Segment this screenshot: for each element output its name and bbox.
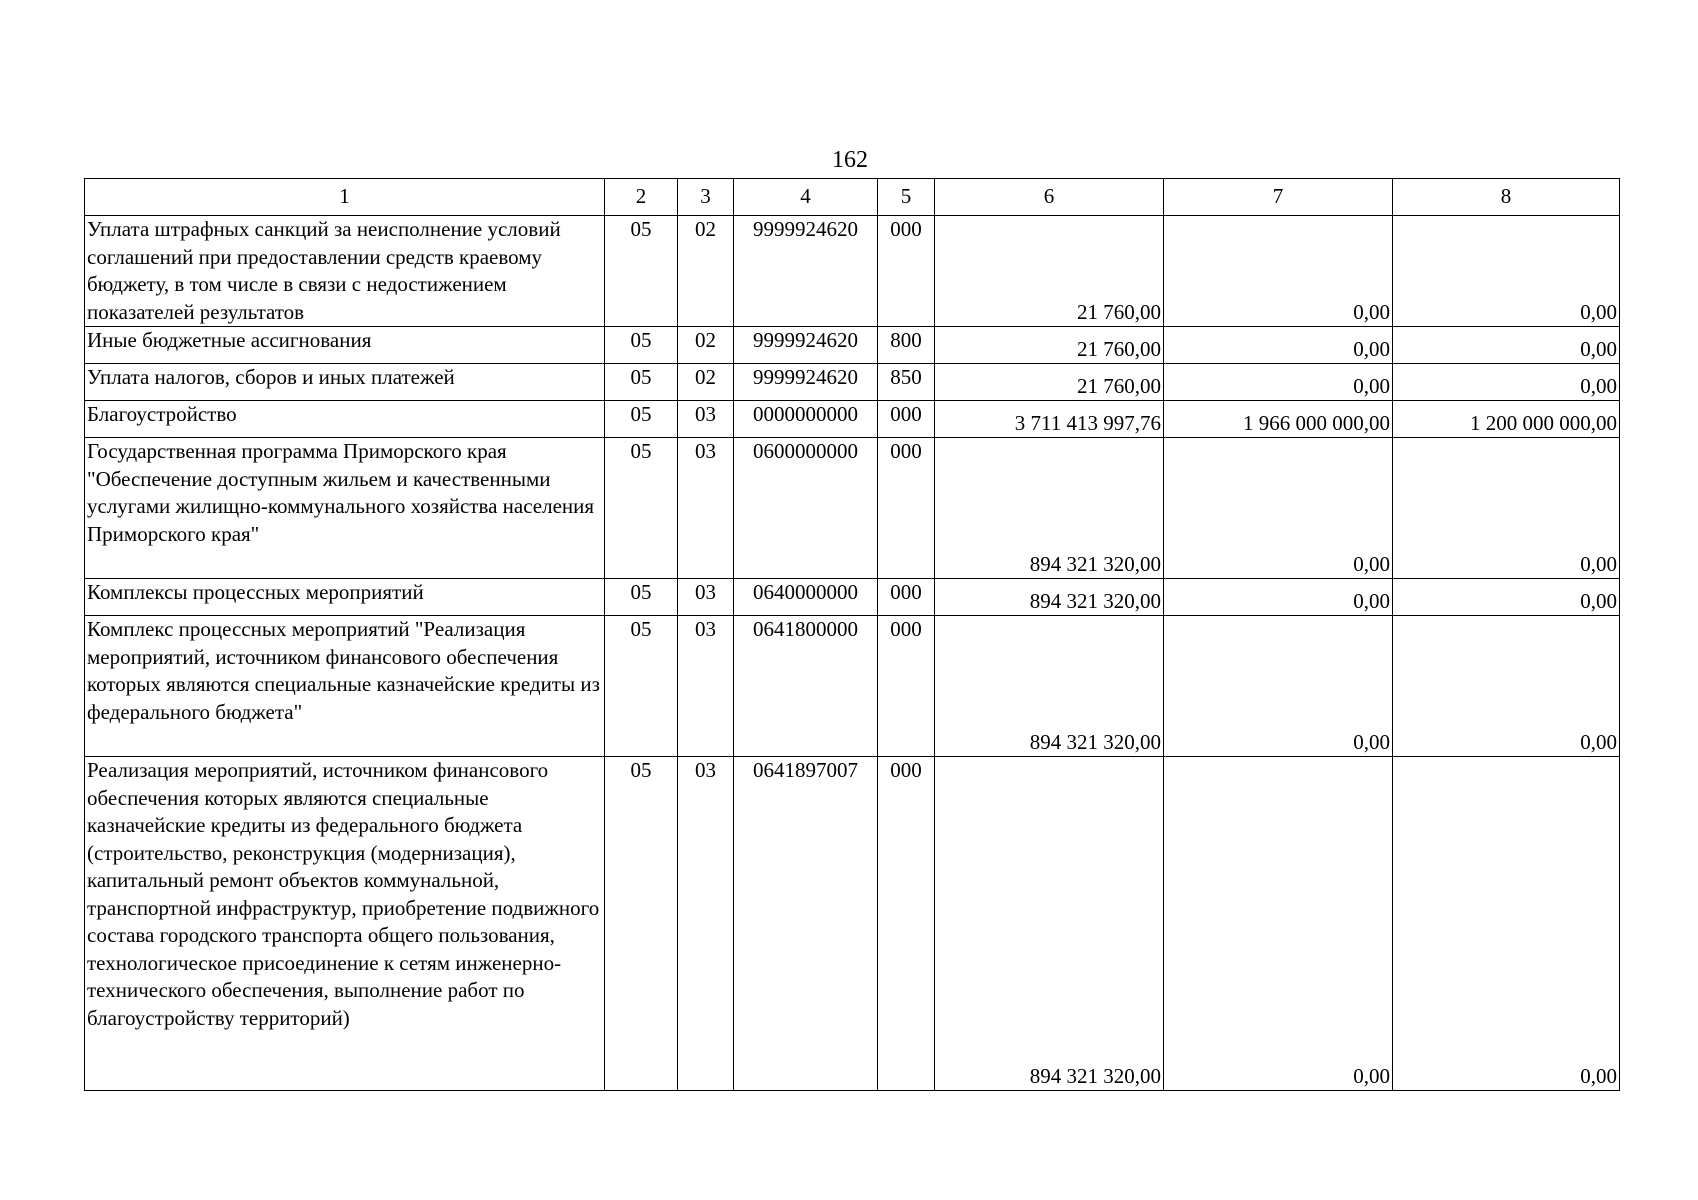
row-csr: 9999924620	[734, 364, 878, 401]
header-cell: 6	[935, 179, 1164, 216]
row-sum-7: 1 966 000 000,00	[1164, 401, 1393, 438]
table-row	[85, 579, 1620, 616]
row-sum-8: 0,00	[1393, 364, 1620, 401]
row-rz: 05	[605, 438, 678, 579]
row-sum-7: 0,00	[1164, 327, 1393, 364]
row-pr: 02	[678, 216, 734, 327]
row-rz: 05	[605, 616, 678, 757]
table-row	[85, 327, 1620, 364]
row-sum-7: 0,00	[1164, 216, 1393, 327]
row-rz: 05	[605, 364, 678, 401]
row-vr: 850	[878, 364, 935, 401]
table-row	[85, 438, 1620, 579]
row-sum-6: 21 760,00	[935, 216, 1164, 327]
row-csr: 9999924620	[734, 327, 878, 364]
row-pr: 02	[678, 364, 734, 401]
table-row	[85, 364, 1620, 401]
row-pr: 02	[678, 327, 734, 364]
row-sum-8: 1 200 000 000,00	[1393, 401, 1620, 438]
row-csr: 0640000000	[734, 579, 878, 616]
row-rz: 05	[605, 327, 678, 364]
row-sum-6: 894 321 320,00	[935, 579, 1164, 616]
row-vr: 000	[878, 216, 935, 327]
row-sum-7: 0,00	[1164, 579, 1393, 616]
row-sum-6: 894 321 320,00	[935, 438, 1164, 579]
row-sum-7: 0,00	[1164, 438, 1393, 579]
page-number: 162	[832, 147, 868, 173]
row-vr: 000	[878, 579, 935, 616]
row-sum-6: 3 711 413 997,76	[935, 401, 1164, 438]
header-cell: 8	[1393, 179, 1620, 216]
header-cell: 7	[1164, 179, 1393, 216]
header-cell: 1	[85, 179, 605, 216]
row-vr: 000	[878, 438, 935, 579]
row-name: Иные бюджетные ассигнования	[85, 327, 605, 364]
row-sum-7: 0,00	[1164, 757, 1393, 1091]
row-pr: 03	[678, 616, 734, 757]
row-pr: 03	[678, 401, 734, 438]
table-row	[85, 401, 1620, 438]
row-sum-6: 894 321 320,00	[935, 616, 1164, 757]
row-vr: 000	[878, 616, 935, 757]
row-rz: 05	[605, 757, 678, 1091]
row-pr: 03	[678, 757, 734, 1091]
row-vr: 800	[878, 327, 935, 364]
row-sum-8: 0,00	[1393, 438, 1620, 579]
row-pr: 03	[678, 438, 734, 579]
row-vr: 000	[878, 757, 935, 1091]
row-name: Государственная программа Приморского края "Обеспечение доступным жильем и качественными услугами жилищно-коммунального хозяйства населения Приморского края"	[85, 438, 605, 579]
row-sum-6: 21 760,00	[935, 364, 1164, 401]
header-cell: 4	[734, 179, 878, 216]
row-name: Реализация мероприятий, источником финансового обеспечения которых являются специальные казначейские кредиты из федерального бюджета (строительство, реконструкция (модернизация), капитальный ремонт объектов коммунальной, транспортной инфраструктур, приобретение подвижного состава городского транспорта общего пользования, технологическое присоединение к сетям инженерно-технического обеспечения, выполнение работ по благоустройству территорий)	[85, 757, 605, 1091]
row-sum-8: 0,00	[1393, 216, 1620, 327]
row-csr: 0000000000	[734, 401, 878, 438]
row-sum-8: 0,00	[1393, 327, 1620, 364]
row-name: Комплекс процессных мероприятий "Реализация мероприятий, источником финансового обеспечения которых являются специальные казначейские кредиты из федерального бюджета"	[85, 616, 605, 757]
table-header-row	[85, 179, 1620, 216]
row-sum-8: 0,00	[1393, 757, 1620, 1091]
table-row	[85, 216, 1620, 327]
table-row	[85, 757, 1620, 1091]
row-csr: 0600000000	[734, 438, 878, 579]
row-sum-7: 0,00	[1164, 616, 1393, 757]
header-cell: 3	[678, 179, 734, 216]
row-csr: 0641800000	[734, 616, 878, 757]
row-rz: 05	[605, 401, 678, 438]
budget-table	[84, 178, 1620, 1091]
row-sum-6: 894 321 320,00	[935, 757, 1164, 1091]
row-csr: 0641897007	[734, 757, 878, 1091]
row-sum-8: 0,00	[1393, 616, 1620, 757]
row-name: Уплата налогов, сборов и иных платежей	[85, 364, 605, 401]
table-row	[85, 616, 1620, 757]
row-sum-6: 21 760,00	[935, 327, 1164, 364]
row-sum-8: 0,00	[1393, 579, 1620, 616]
row-vr: 000	[878, 401, 935, 438]
row-pr: 03	[678, 579, 734, 616]
row-name: Комплексы процессных мероприятий	[85, 579, 605, 616]
row-rz: 05	[605, 579, 678, 616]
header-cell: 5	[878, 179, 935, 216]
row-rz: 05	[605, 216, 678, 327]
header-cell: 2	[605, 179, 678, 216]
row-name: Благоустройство	[85, 401, 605, 438]
row-name: Уплата штрафных санкций за неисполнение условий соглашений при предоставлении средств краевому бюджету, в том числе в связи с недостижением показателей результатов	[85, 216, 605, 327]
row-csr: 9999924620	[734, 216, 878, 327]
row-sum-7: 0,00	[1164, 364, 1393, 401]
